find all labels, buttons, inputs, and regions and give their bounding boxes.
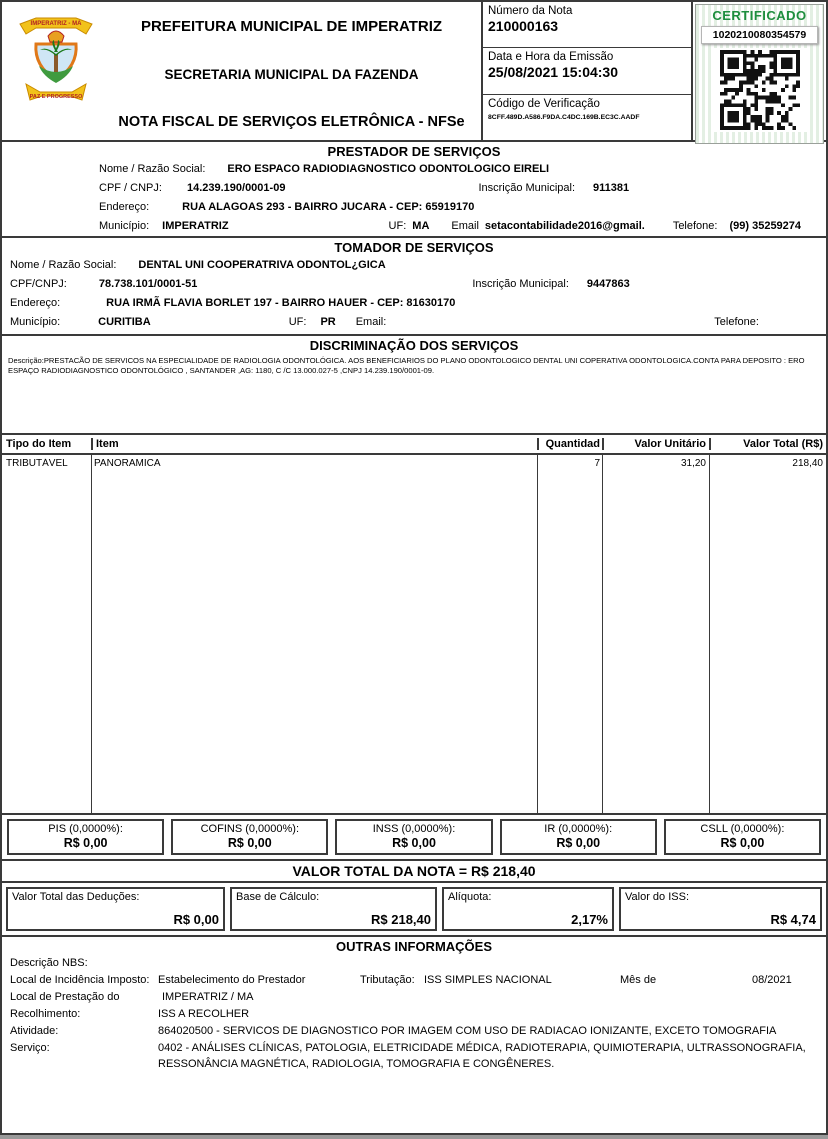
- tomador-section-title: TOMADOR DE SERVIÇOS: [334, 240, 494, 255]
- cell-valor-unitario: 31,20: [680, 458, 706, 469]
- col-header-item: Item: [91, 438, 537, 450]
- aliquota-box: [442, 887, 614, 931]
- valor-iss-box: [619, 887, 822, 931]
- deducoes-label: Valor Total das Deduções:: [12, 891, 140, 903]
- header: [2, 2, 826, 140]
- tomador-email-label: Email:: [355, 316, 387, 328]
- prestador-municipio-label: Município:: [99, 220, 150, 232]
- tomador-uf-label: UF:: [288, 316, 307, 328]
- nota-number-box: [483, 2, 691, 48]
- valor-iss-value: R$ 4,74: [770, 912, 816, 927]
- qr-code-icon: [720, 50, 800, 130]
- dept-title: SECRETARIA MUNICIPAL DA FAZENDA: [164, 67, 419, 82]
- tomador-nome-value: DENTAL UNI COOPERATRIVA ODONTOL¿GICA: [138, 259, 386, 271]
- tomador-section: [2, 236, 826, 334]
- prestador-endereco-label: Endereço:: [99, 201, 150, 213]
- tomador-nome-label: Nome / Razão Social:: [10, 259, 117, 271]
- ir-label: IR (0,0000%):: [544, 823, 613, 835]
- col-header-valor-unitario: Valor Unitário: [602, 438, 709, 450]
- header-info-column: [481, 2, 693, 140]
- cell-valor-total: 218,40: [792, 458, 823, 469]
- emission-datetime-label: Data e Hora da Emissão: [488, 51, 614, 64]
- table-column-divider: [709, 455, 710, 813]
- items-table-header: [2, 433, 826, 455]
- tax-summary-strip: [2, 813, 826, 859]
- servico-label: Serviço:: [10, 1042, 50, 1054]
- valor-total-band: VALOR TOTAL DA NOTA = R$ 218,40: [2, 859, 826, 881]
- cell-quantidade: 7: [594, 458, 600, 469]
- tomador-cnpj-value: 78.738.101/0001-51: [98, 278, 198, 290]
- tomador-cnpj-label: CPF/CNPJ:: [10, 278, 67, 290]
- col-header-quantidade: Quantidad: [537, 438, 602, 450]
- tomador-municipio-value: CURITIBA: [98, 316, 151, 328]
- recolhimento-value: ISS A RECOLHER: [158, 1008, 250, 1020]
- coat-bottom-ribbon-text: PAZ E PROGRESSO: [29, 94, 83, 100]
- cofins-label: COFINS (0,0000%):: [200, 823, 300, 835]
- servico-value: 0402 - ANÁLISES CLÍNICAS, PATOLOGIA, ELETRICIDADE MÉDICA, RADIOTERAPIA, QUIMIOTERAPIA, ULTRASSONOGRAFIA, RESSONÂNCIA MAGNÉTICA, RADIOLOGIA, TOMOGRAFIA E CONGÊNERES.: [158, 1042, 806, 1070]
- valor-iss-label: Valor do ISS:: [625, 891, 689, 903]
- certificate-box: [695, 4, 824, 144]
- aliquota-value: 2,17%: [571, 912, 608, 927]
- header-titles: [2, 2, 481, 140]
- pis-value: R$ 0,00: [63, 836, 108, 850]
- pis-label: PIS (0,0000%):: [48, 823, 123, 835]
- nbs-label: Descrição NBS:: [10, 957, 88, 969]
- incidencia-label: Local de Incidência Imposto:: [10, 974, 150, 986]
- discriminacao-section: [2, 334, 826, 433]
- ir-value: R$ 0,00: [556, 836, 601, 850]
- prestacao-value: IMPERATRIZ / MA: [162, 991, 254, 1003]
- outras-informacoes-section: [2, 935, 826, 1133]
- pis-box: [7, 819, 164, 855]
- org-title: PREFEITURA MUNICIPAL DE IMPERATRIZ: [140, 18, 443, 35]
- deducoes-value: R$ 0,00: [173, 912, 219, 927]
- mes-label: Mês de: [620, 974, 657, 986]
- cofins-value: R$ 0,00: [227, 836, 272, 850]
- prestador-municipio-value: IMPERATRIZ: [162, 220, 229, 232]
- deducoes-box: [6, 887, 225, 931]
- tomador-im-label: Inscrição Municipal:: [472, 278, 569, 290]
- verification-code-label: Código de Verificação: [488, 97, 600, 110]
- document-title: NOTA FISCAL DE SERVIÇOS ELETRÔNICA - NFSe: [118, 114, 465, 130]
- prestador-section: [2, 140, 826, 236]
- tomador-municipio-label: Município:: [10, 316, 61, 328]
- col-header-valor-total: Valor Total (R$): [709, 438, 826, 450]
- tomador-endereco-label: Endereço:: [10, 297, 61, 309]
- atividade-label: Atividade:: [10, 1025, 59, 1037]
- verification-code-box: [483, 95, 691, 140]
- tomador-uf-value: PR: [320, 316, 336, 328]
- base-calculo-box: [230, 887, 437, 931]
- qr-code-frame: [712, 48, 808, 132]
- cell-item: PANORAMICA: [94, 458, 161, 469]
- prestador-im-value: 911381: [593, 182, 630, 194]
- csll-box: [664, 819, 821, 855]
- certificate-area: [693, 2, 826, 140]
- prestador-telefone-value: (99) 35259274: [729, 220, 802, 232]
- col-header-tipo: Tipo do Item: [6, 438, 72, 450]
- items-table: [2, 433, 826, 813]
- totals-strip: [2, 881, 826, 935]
- emission-datetime-box: [483, 48, 691, 94]
- tomador-telefone-label: Telefone:: [714, 316, 759, 328]
- service-description-text: Descrição:PRESTACÃO DE SERVICOS NA ESPECIALIDADE DE RADIOLOGIA ODONTOLÓGICA. AOS BENEFICIARIOS DO PLANO ODONTOLOGICO DENTAL UNI COPERATIVA ODONTOLOGICA.CONTA PARA DEPOSITO : ERO ESPAÇO RADIODIAGNOSTICO ODONTOLÓGICO , SANTANDER ,AG: 1180, C /C 13.000.027-5 ,CNPJ 14.239.190/0001-09.: [8, 356, 805, 375]
- prestador-telefone-label: Telefone:: [672, 220, 718, 232]
- table-row: [2, 455, 826, 469]
- prestador-cnpj-value: 14.239.190/0001-09: [186, 182, 286, 194]
- imperatriz-coat-of-arms-logo: [12, 10, 100, 114]
- csll-label: CSLL (0,0000%):: [700, 823, 785, 835]
- recolhimento-label: Recolhimento:: [10, 1008, 81, 1020]
- incidencia-value: Estabelecimento do Prestador: [158, 974, 306, 986]
- prestador-nome-label: Nome / Razão Social:: [99, 163, 206, 175]
- cofins-box: [171, 819, 328, 855]
- ir-box: [500, 819, 657, 855]
- verification-code-value: 8CFF.489D.A586.F9DA.C4DC.169B.EC3C.AADF: [488, 113, 640, 121]
- prestador-cnpj-label: CPF / CNPJ:: [99, 182, 162, 194]
- nota-number-value: 210000163: [488, 18, 559, 34]
- prestador-email-value: setacontabilidade2016@gmail.: [484, 220, 645, 232]
- prestador-nome-value: ERO ESPACO RADIODIAGNOSTICO ODONTOLOGICO EIRELI: [227, 163, 550, 175]
- prestador-uf-value: MA: [412, 220, 430, 232]
- cell-tipo: TRIBUTÁVEL: [6, 458, 68, 469]
- discriminacao-section-title: DISCRIMINAÇÃO DOS SERVIÇOS: [309, 338, 519, 353]
- tributacao-label: Tributação:: [360, 974, 415, 986]
- certificate-title: CERTIFICADO: [712, 8, 807, 23]
- inss-box: [335, 819, 492, 855]
- atividade-value: 864020500 - SERVICOS DE DIAGNOSTICO POR IMAGEM COM USO DE RADIACAO IONIZANTE, EXCETO TOMOGRAFIA: [158, 1025, 777, 1037]
- base-calculo-label: Base de Cálculo:: [236, 891, 320, 903]
- tomador-im-value: 9447863: [586, 278, 630, 290]
- prestador-uf-label: UF:: [388, 220, 407, 232]
- aliquota-label: Alíquota:: [448, 891, 492, 903]
- table-column-divider: [537, 455, 538, 813]
- mes-value: 08/2021: [752, 974, 792, 986]
- prestador-email-label: Email: [451, 220, 479, 232]
- outras-section-title: OUTRAS INFORMAÇÕES: [336, 939, 492, 954]
- items-table-body: [2, 455, 826, 813]
- csll-value: R$ 0,00: [720, 836, 765, 850]
- prestacao-label: Local de Prestação do: [10, 991, 120, 1003]
- inss-label: INSS (0,0000%):: [372, 823, 456, 835]
- base-calculo-value: R$ 218,40: [371, 912, 431, 927]
- prestador-section-title: PRESTADOR DE SERVIÇOS: [327, 144, 501, 159]
- prestador-endereco-value: RUA ALAGOAS 293 - BAIRRO JUCARA - CEP: 65919170: [182, 201, 475, 213]
- coat-top-ribbon-text: IMPERATRIZ - MA: [30, 21, 82, 27]
- prestador-im-label: Inscrição Municipal:: [478, 182, 576, 194]
- table-column-divider: [602, 455, 603, 813]
- inss-value: R$ 0,00: [392, 836, 436, 850]
- certificate-number: 1020210080354579: [701, 26, 818, 44]
- table-column-divider: [91, 455, 92, 813]
- emission-datetime-value: 25/08/2021 15:04:30: [488, 64, 618, 81]
- tomador-endereco-value: RUA IRMÃ FLAVIA BORLET 197 - BAIRRO HAUER - CEP: 81630170: [106, 297, 456, 309]
- tributacao-value: ISS SIMPLES NACIONAL: [424, 974, 552, 986]
- nota-number-label: Número da Nota: [488, 5, 573, 17]
